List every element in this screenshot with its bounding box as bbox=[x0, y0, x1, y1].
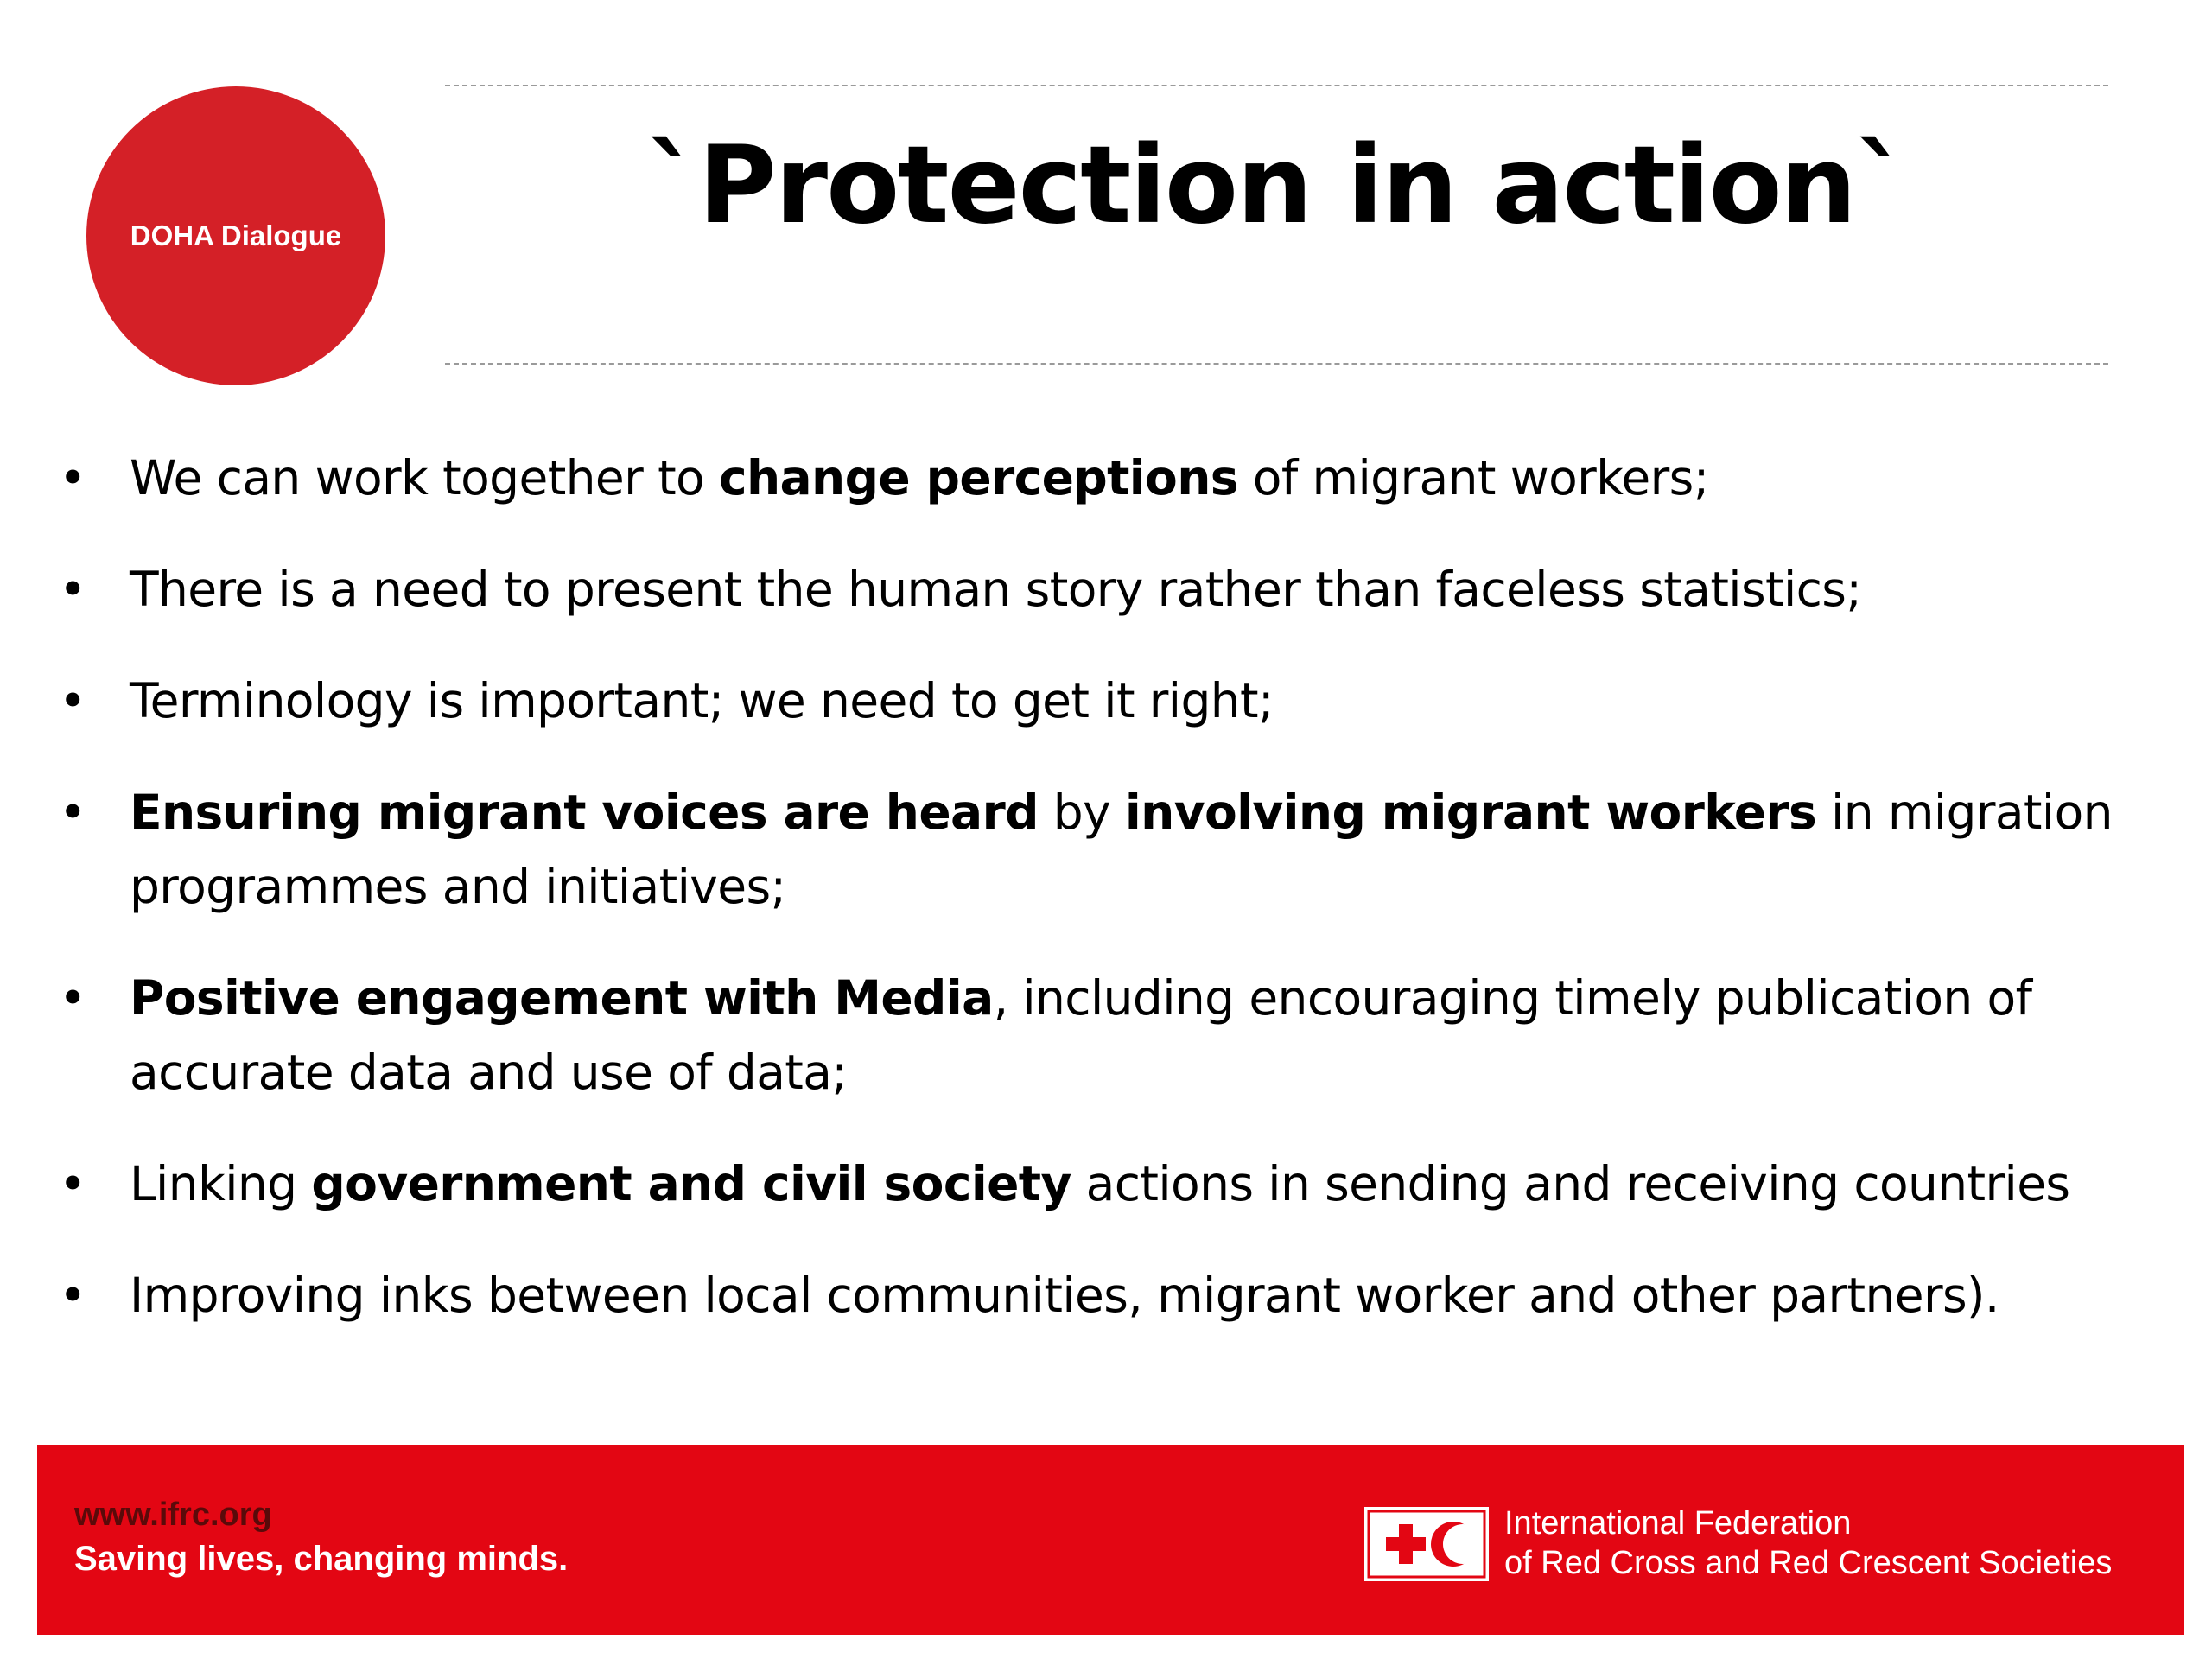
bullet-text: Improving inks between local communities, migrant worker and other partners). bbox=[130, 1268, 1999, 1323]
organization-name bbox=[1504, 1503, 2112, 1583]
bullet-dot-icon: • bbox=[59, 1156, 86, 1211]
red-cross-crescent-icon bbox=[1364, 1507, 1489, 1581]
footer-url: www.ifrc.org bbox=[74, 1497, 272, 1533]
bullet-item bbox=[52, 664, 2160, 738]
bullet-dot-icon: • bbox=[59, 1268, 86, 1323]
footer-bar bbox=[37, 1445, 2184, 1635]
bullet-text: , including encouraging timely publication of accurate data and use of data; bbox=[130, 970, 2032, 1100]
bullet-text: We can work together to bbox=[130, 450, 719, 505]
bullet-emphasis: involving migrant workers bbox=[1124, 785, 1817, 840]
title-rule-bottom bbox=[445, 363, 2108, 365]
badge-label: DOHA Dialogue bbox=[130, 219, 342, 251]
bullet-item bbox=[52, 441, 2160, 515]
bullet-emphasis: Positive engagement with Media bbox=[130, 970, 994, 1026]
footer-slogan: Saving lives, changing minds. bbox=[74, 1540, 569, 1578]
bullet-item bbox=[52, 552, 2160, 626]
bullet-dot-icon: • bbox=[59, 673, 86, 728]
bullet-dot-icon: • bbox=[59, 562, 86, 617]
bullet-item bbox=[52, 961, 2160, 1109]
doha-dialogue-badge bbox=[86, 86, 385, 385]
bullet-list bbox=[52, 441, 2160, 1370]
bullet-emphasis: Ensuring migrant voices are heard bbox=[130, 785, 1039, 840]
org-line-1: International Federation bbox=[1504, 1505, 1852, 1541]
bullet-text: of migrant workers; bbox=[1237, 450, 1709, 505]
bullet-text: in migration programmes and initiatives; bbox=[130, 785, 2113, 914]
bullet-text: actions in sending and receiving countries bbox=[1071, 1156, 2070, 1211]
bullet-text: by bbox=[1038, 785, 1125, 840]
bullet-text: There is a need to present the human story rather than faceless statistics; bbox=[130, 562, 1862, 617]
bullet-text: Terminology is important; we need to get it right; bbox=[130, 673, 1274, 728]
bullet-item bbox=[52, 1147, 2160, 1221]
bullet-dot-icon: • bbox=[59, 785, 86, 840]
bullet-emphasis: change perceptions bbox=[718, 450, 1238, 505]
bullet-item bbox=[52, 1258, 2160, 1332]
slide-title: `Protection in action` bbox=[646, 124, 1907, 248]
bullet-emphasis: government and civil society bbox=[311, 1156, 1071, 1211]
bullet-text: Linking bbox=[130, 1156, 312, 1211]
bullet-dot-icon: • bbox=[59, 970, 86, 1026]
bullet-item bbox=[52, 775, 2160, 924]
bullet-dot-icon: • bbox=[59, 450, 86, 505]
org-line-2: of Red Cross and Red Crescent Societies bbox=[1504, 1545, 2113, 1581]
title-rule-top bbox=[445, 85, 2108, 86]
